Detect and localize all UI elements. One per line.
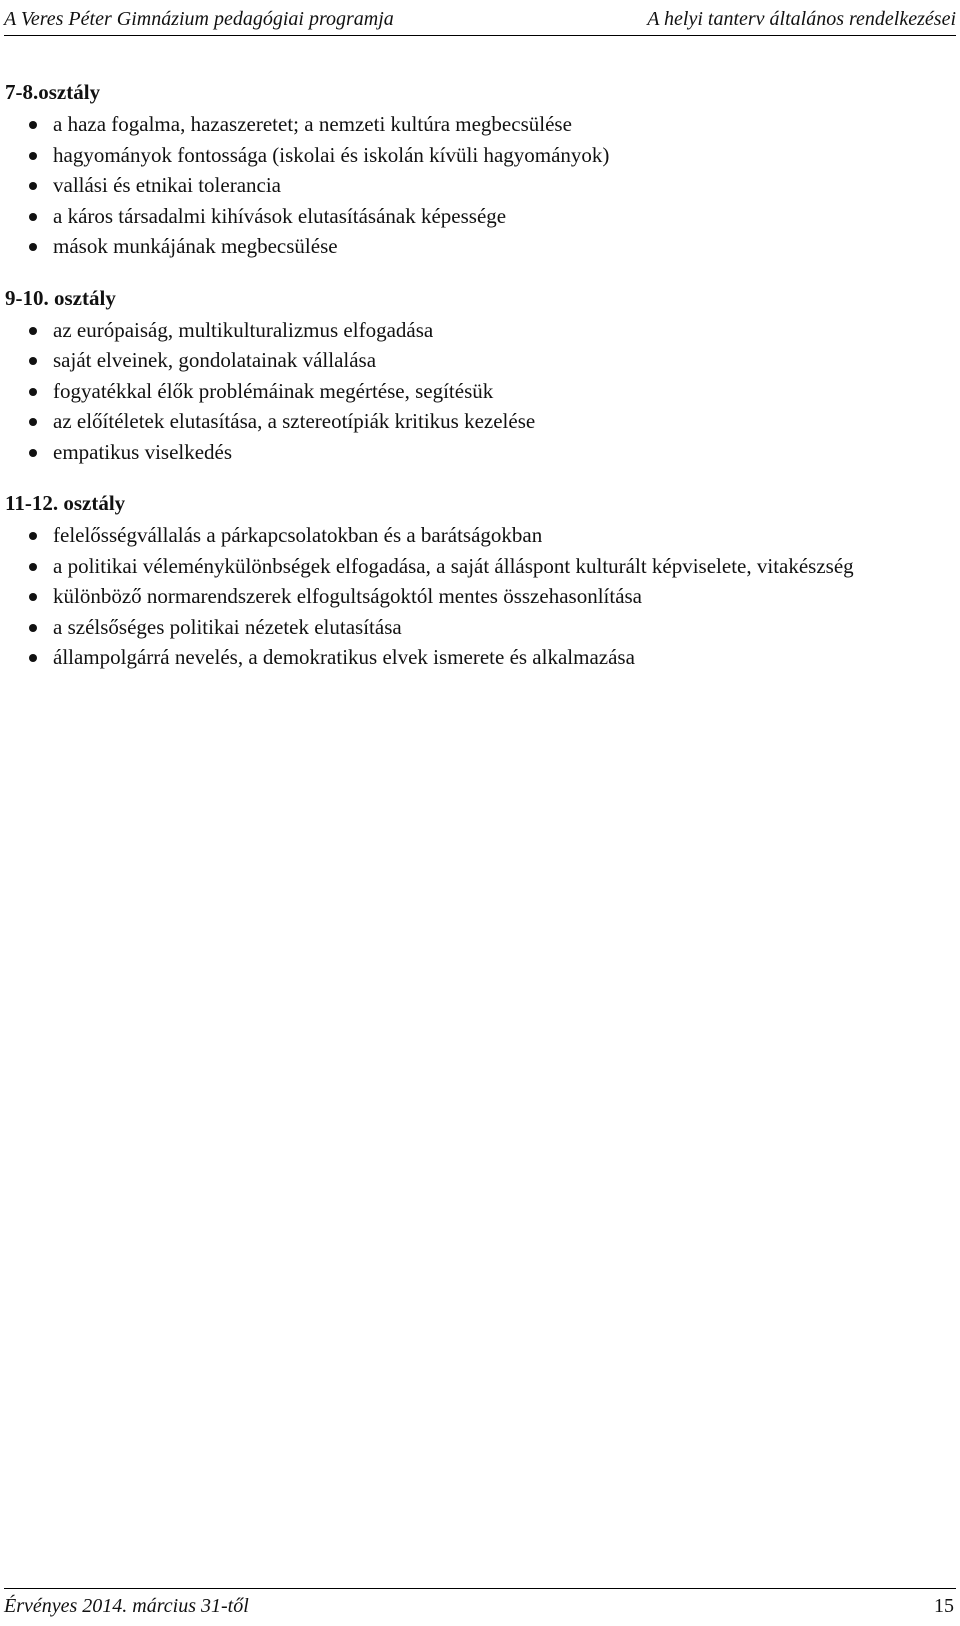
- section-grade-11-12: [5, 489, 956, 673]
- list-item: [5, 109, 956, 140]
- page-number: 15: [934, 1595, 954, 1617]
- document-body: [5, 78, 956, 673]
- list-item: [5, 581, 956, 612]
- section-spacer: [5, 467, 956, 489]
- list-item: [5, 376, 956, 407]
- list-item: [5, 231, 956, 262]
- section-heading: 7-8.osztály: [5, 80, 101, 104]
- list-item-text: állampolgárrá nevelés, a demokratikus elvek ismerete és alkalmazása: [53, 645, 635, 669]
- bullet-icon: [5, 406, 53, 436]
- list-item-text: az előítéletek elutasítása, a sztereotípiák kritikus kezelése: [53, 409, 536, 433]
- list-item-text: a szélsőséges politikai nézetek elutasítása: [53, 614, 402, 639]
- list-item-text: különböző normarendszerek elfogultságoktól mentes összehasonlítása: [53, 584, 643, 608]
- bullet-icon: [5, 642, 53, 672]
- bullet-icon: [5, 612, 53, 642]
- list-item-text: fogyatékkal élők problémáinak megértése, segítésük: [53, 378, 494, 403]
- bullet-icon: [5, 376, 53, 406]
- section-spacer: [5, 262, 956, 284]
- list-item: [5, 315, 956, 346]
- list-item-text: hagyományok fontossága (iskolai és iskolán kívüli hagyományok): [53, 142, 610, 167]
- bullet-icon: [5, 581, 53, 611]
- list-item: [5, 406, 956, 437]
- list-item-text: a haza fogalma, hazaszeretet; a nemzeti kultúra megbecsülése: [53, 112, 572, 136]
- list-item: [5, 437, 956, 468]
- list-item-text: mások munkájának megbecsülése: [53, 234, 338, 258]
- bullet-icon: [5, 345, 53, 375]
- section-heading: 9-10. osztály: [5, 285, 116, 310]
- header-document-title: A Veres Péter Gimnázium pedagógiai programja: [4, 8, 394, 30]
- bullet-list: [5, 315, 956, 468]
- list-item-text: felelősségvállalás a párkapcsolatokban és a barátságokban: [53, 523, 543, 547]
- bullet-list: [5, 520, 956, 673]
- bullet-icon: [5, 315, 53, 345]
- bullet-icon: [5, 520, 53, 550]
- bullet-icon: [5, 551, 53, 581]
- bullet-list: [5, 109, 956, 262]
- list-item-text: a politikai véleménykülönbségek elfogadása, a saját álláspont kulturált képviselete, vitakészség: [53, 553, 854, 578]
- header-section-title: A helyi tanterv általános rendelkezései: [647, 8, 956, 30]
- bullet-icon: [5, 170, 53, 200]
- list-item: [5, 520, 956, 551]
- section-grade-9-10: [5, 284, 956, 468]
- list-item: [5, 612, 956, 643]
- footer-validity-date: Érvényes 2014. március 31-től: [4, 1595, 249, 1617]
- list-item-text: az európaiság, multikulturalizmus elfogadása: [53, 317, 434, 342]
- page-header: [4, 4, 956, 36]
- bullet-icon: [5, 201, 53, 231]
- list-item: [5, 642, 956, 673]
- list-item-text: vallási és etnikai tolerancia: [53, 173, 281, 197]
- bullet-icon: [5, 109, 53, 139]
- bullet-icon: [5, 437, 53, 467]
- list-item-text: a káros társadalmi kihívások elutasításának képessége: [53, 203, 507, 228]
- list-item: [5, 551, 956, 582]
- list-item: [5, 140, 956, 171]
- page-footer: [4, 1588, 956, 1618]
- list-item: [5, 170, 956, 201]
- list-item: [5, 201, 956, 232]
- list-item: [5, 345, 956, 376]
- bullet-icon: [5, 140, 53, 170]
- section-heading: 11-12. osztály: [5, 491, 126, 515]
- bullet-icon: [5, 231, 53, 261]
- list-item-text: empatikus viselkedés: [53, 439, 233, 464]
- list-item-text: saját elveinek, gondolatainak vállalása: [53, 348, 377, 372]
- section-grade-7-8: [5, 78, 956, 262]
